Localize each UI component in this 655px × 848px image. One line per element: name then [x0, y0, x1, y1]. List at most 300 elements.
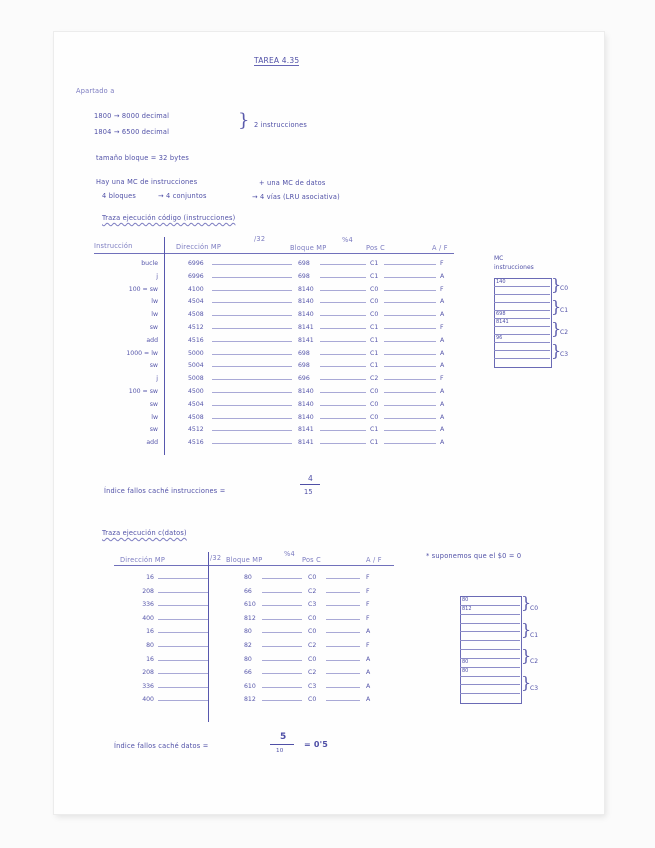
row-guide-line — [384, 354, 436, 355]
mc-data-group-brace: } — [521, 646, 532, 665]
config-brace-note: 2 instrucciones — [254, 121, 308, 129]
mc-data-group-label: C3 — [530, 684, 539, 692]
mc-instr-group-label: C3 — [560, 351, 569, 358]
instr-cell-dir: 4516 — [188, 336, 204, 344]
mc-data-line-divider — [460, 658, 520, 659]
instr-miss-num: 4 — [308, 474, 313, 483]
data-assumption: * suponemos que el $0 = 0 — [426, 552, 522, 560]
instr-cell-pos: C0 — [370, 311, 379, 319]
mc-data-group-brace: } — [521, 593, 532, 612]
row-guide-line — [212, 264, 292, 265]
row-guide-line — [320, 328, 366, 329]
instr-cell-dir: 4512 — [188, 324, 204, 331]
instr-cell-af: F — [440, 375, 444, 383]
row-guide-line — [320, 366, 366, 367]
config-line-1: 1800 → 8000 decimal — [94, 112, 170, 120]
instr-cell-af: A — [440, 426, 445, 434]
data-header-pos: Pos C — [302, 556, 321, 564]
row-guide-line — [320, 302, 366, 303]
data-trace-row — [54, 628, 414, 636]
cache-note-2c: → 4 vías (LRU asociativa) — [252, 193, 340, 201]
mc-instr-line-divider — [494, 302, 550, 303]
mc-data-line-divider — [460, 614, 520, 615]
mc-instr-group-brace: } — [551, 341, 562, 360]
data-trace-row — [54, 588, 414, 596]
data-cell-af: F — [366, 642, 370, 649]
instr-cell-af: A — [440, 349, 445, 357]
instr-trace-row — [54, 350, 474, 358]
mc-instr-line-divider — [494, 334, 550, 335]
instr-cell-pos: C1 — [370, 349, 379, 357]
cache-note-2b: → 4 conjuntos — [158, 192, 207, 200]
instr-cell-instr: sw — [149, 400, 158, 408]
cache-note-1b: + una MC de datos — [259, 179, 326, 187]
data-cell-pos: C0 — [308, 655, 317, 663]
instr-cell-instr: lw — [151, 298, 158, 306]
data-cell-pos: C2 — [308, 669, 317, 677]
instr-cell-instr: add — [146, 336, 158, 344]
row-guide-line — [384, 264, 436, 265]
config-line-2: 1804 → 6500 decimal — [94, 128, 170, 136]
row-guide-line — [158, 619, 208, 620]
instr-cell-dir: 5000 — [188, 349, 204, 357]
instr-trace-row — [54, 286, 474, 294]
row-guide-line — [384, 341, 436, 342]
data-cell-dir: 16 — [146, 655, 154, 663]
instr-cell-af: A — [440, 388, 445, 395]
instr-trace-row — [54, 298, 474, 306]
instr-trace-row — [54, 401, 474, 409]
instr-cell-pos: C1 — [370, 362, 379, 370]
mc-instr-line-divider — [494, 342, 550, 343]
row-guide-line — [384, 392, 436, 393]
instr-cell-pos: C1 — [370, 439, 379, 447]
data-trace-row — [54, 696, 414, 704]
row-guide-line — [212, 315, 292, 316]
section-heading: Apartado a — [76, 87, 115, 95]
row-guide-line — [212, 302, 292, 303]
instr-cell-instr: 100 = sw — [128, 388, 158, 395]
data-trace-row — [54, 574, 414, 582]
instr-header-rule — [94, 253, 454, 254]
row-guide-line — [326, 687, 360, 688]
instr-miss-label: Índice fallos caché instrucciones = — [104, 487, 226, 495]
row-guide-line — [320, 354, 366, 355]
row-guide-line — [384, 418, 436, 419]
data-header-block: Bloque MP — [226, 556, 263, 564]
data-cell-block: 812 — [244, 614, 256, 622]
instr-cell-instr: bucle — [141, 260, 158, 267]
instr-trace-row — [54, 388, 474, 396]
mc-data-line-divider — [460, 684, 520, 685]
instr-cell-af: A — [440, 439, 445, 447]
instr-cell-instr: sw — [149, 426, 158, 434]
handwritten-sheet — [54, 32, 604, 814]
data-cell-block: 80 — [244, 628, 252, 636]
data-cell-dir: 336 — [142, 682, 154, 690]
data-miss-label: Índice fallos caché datos = — [114, 742, 209, 750]
row-guide-line — [326, 700, 360, 701]
mc-data-line-divider — [460, 693, 520, 694]
row-guide-line — [262, 687, 302, 688]
trace-instr-title: Traza ejecución código (instrucciones) — [102, 214, 236, 222]
mc-data-line-divider — [460, 676, 520, 677]
row-guide-line — [320, 430, 366, 431]
mc-instr-label: MC instrucciones — [494, 255, 534, 271]
row-guide-line — [212, 379, 292, 380]
instr-cell-instr: lw — [151, 413, 158, 421]
data-miss-result: = 0'5 — [304, 740, 329, 749]
mc-data-slot: 812 — [462, 605, 472, 612]
mc-instr-group-brace: } — [551, 297, 562, 316]
row-guide-line — [326, 592, 360, 593]
instr-cell-block: 698 — [298, 260, 310, 267]
instr-cell-pos: C0 — [370, 413, 379, 421]
instr-header-dir-bits: /32 — [254, 235, 266, 243]
data-cell-block: 80 — [244, 655, 252, 663]
instr-trace-row — [54, 426, 474, 434]
instr-cell-af: F — [440, 260, 444, 267]
instr-header-pos: Pos C — [366, 244, 385, 252]
data-header-dir-bits: /32 — [210, 554, 222, 562]
instr-cell-dir: 4504 — [188, 400, 204, 408]
row-guide-line — [326, 660, 360, 661]
instr-cell-pos: C1 — [370, 272, 379, 280]
instr-trace-row — [54, 375, 474, 383]
row-guide-line — [326, 673, 360, 674]
instr-cell-dir: 4508 — [188, 413, 204, 421]
instr-cell-block: 8140 — [298, 388, 314, 395]
data-trace-row — [54, 615, 414, 623]
instr-cell-block: 698 — [298, 349, 310, 357]
instr-header-dir: Dirección MP — [176, 243, 221, 251]
row-guide-line — [384, 315, 436, 316]
mc-data-group-label: C0 — [530, 605, 539, 613]
row-guide-line — [158, 646, 208, 647]
instr-cell-pos: C1 — [370, 260, 379, 267]
instr-trace-row — [54, 337, 474, 345]
instr-cell-dir: 4100 — [188, 285, 204, 293]
mc-instr-line-divider — [494, 326, 550, 327]
data-cell-block: 66 — [244, 587, 252, 595]
data-cell-pos: C3 — [308, 682, 317, 690]
instr-header-af: A / F — [432, 244, 448, 252]
mc-data-slot: 80 — [462, 597, 469, 603]
data-cell-dir: 400 — [142, 696, 154, 704]
mc-instr-line-divider — [494, 294, 550, 295]
instr-cell-pos: C2 — [370, 375, 379, 383]
row-guide-line — [158, 605, 208, 606]
mc-instr-line-divider — [494, 350, 550, 351]
instr-cell-block: 8140 — [298, 298, 314, 306]
row-guide-line — [320, 277, 366, 278]
row-guide-line — [158, 673, 208, 674]
instr-cell-block: 8141 — [298, 439, 314, 447]
row-guide-line — [212, 405, 292, 406]
instr-miss-den: 15 — [304, 488, 313, 496]
instr-cell-dir: 4512 — [188, 426, 204, 434]
row-guide-line — [384, 379, 436, 380]
instr-cell-dir: 6996 — [188, 260, 204, 267]
instr-header-block-bits: %4 — [342, 236, 353, 244]
data-cell-af: F — [366, 587, 370, 595]
mc-instr-group-brace: } — [551, 275, 562, 294]
mc-instr-line-divider — [494, 286, 550, 287]
instr-cell-af: A — [440, 362, 445, 370]
data-cell-block: 80 — [244, 574, 252, 581]
mc-data-slot: 80 — [462, 667, 469, 674]
instr-trace-row — [54, 311, 474, 319]
instr-cell-dir: 4516 — [188, 439, 204, 447]
row-guide-line — [326, 619, 360, 620]
data-cell-dir: 80 — [146, 642, 154, 649]
instr-cell-instr: 100 = sw — [128, 285, 158, 293]
data-header-af: A / F — [366, 556, 382, 564]
row-guide-line — [320, 264, 366, 265]
mc-instr-group-label: C2 — [560, 329, 569, 336]
data-cell-af: A — [366, 628, 371, 636]
data-cell-pos: C2 — [308, 642, 317, 649]
mc-data-group-label: C2 — [530, 658, 539, 666]
instr-cell-af: F — [440, 324, 444, 331]
mc-instr-slot: 8141 — [496, 319, 509, 325]
row-guide-line — [320, 405, 366, 406]
data-miss-num: 5 — [280, 732, 287, 742]
mc-data-box — [460, 596, 522, 704]
data-trace-row — [54, 656, 414, 664]
row-guide-line — [320, 392, 366, 393]
instr-cell-dir: 4504 — [188, 298, 204, 306]
instr-cell-block: 698 — [298, 272, 310, 280]
mc-data-group-label: C1 — [530, 631, 539, 639]
data-trace-row — [54, 669, 414, 677]
mc-instr-slot: 96 — [496, 335, 503, 341]
data-cell-dir: 16 — [146, 628, 154, 636]
page-title: TAREA 4.35 — [254, 56, 300, 65]
line-size-note: tamaño bloque = 32 bytes — [96, 154, 190, 162]
data-cell-block: 66 — [244, 669, 252, 677]
row-guide-line — [212, 354, 292, 355]
mc-data-slot: 80 — [462, 658, 469, 665]
data-cell-pos: C0 — [308, 574, 317, 581]
data-cell-af: A — [366, 655, 371, 663]
instr-header-block: Bloque MP — [290, 244, 327, 252]
mc-data-line-divider — [460, 667, 520, 668]
instr-cell-instr: add — [146, 439, 158, 447]
instr-cell-dir: 4500 — [188, 388, 204, 395]
row-guide-line — [326, 578, 360, 579]
row-guide-line — [158, 632, 208, 633]
instr-column-divider — [164, 237, 165, 455]
row-guide-line — [158, 687, 208, 688]
row-guide-line — [262, 673, 302, 674]
row-guide-line — [320, 341, 366, 342]
row-guide-line — [326, 605, 360, 606]
row-guide-line — [384, 328, 436, 329]
row-guide-line — [262, 605, 302, 606]
mc-instr-group-brace: } — [551, 319, 562, 338]
row-guide-line — [158, 578, 208, 579]
mc-instr-slot: 140 — [496, 279, 506, 285]
row-guide-line — [212, 430, 292, 431]
row-guide-line — [212, 328, 292, 329]
row-guide-line — [384, 366, 436, 367]
data-cell-pos: C2 — [308, 587, 317, 595]
instr-cell-pos: C1 — [370, 324, 379, 331]
data-cell-af: A — [366, 669, 371, 677]
config-brace: } — [238, 110, 250, 131]
data-trace-row — [54, 642, 414, 650]
data-cell-pos: C0 — [308, 614, 317, 622]
row-guide-line — [320, 290, 366, 291]
mc-data-line-divider — [460, 640, 520, 641]
instr-cell-pos: C0 — [370, 400, 379, 408]
row-guide-line — [384, 430, 436, 431]
data-trace-row — [54, 683, 414, 691]
cache-note-1: Hay una MC de instrucciones — [96, 178, 198, 186]
mc-data-group-brace: } — [521, 672, 532, 692]
data-cell-af: F — [366, 601, 370, 609]
instr-cell-af: F — [440, 285, 444, 293]
mc-instr-slot: 698 — [496, 311, 506, 317]
instr-cell-af: A — [440, 272, 445, 280]
cache-note-2: 4 bloques — [102, 192, 136, 200]
instr-cell-instr: j — [156, 272, 158, 280]
row-guide-line — [326, 646, 360, 647]
instr-cell-block: 698 — [298, 362, 310, 370]
instr-trace-row — [54, 362, 474, 370]
data-miss-den: 10 — [276, 748, 284, 754]
row-guide-line — [384, 443, 436, 444]
mc-data-line-divider — [460, 649, 520, 650]
row-guide-line — [384, 405, 436, 406]
data-cell-pos: C0 — [308, 696, 317, 704]
instr-cell-pos: C1 — [370, 426, 379, 434]
trace-data-title: Traza ejecución c(datos) — [102, 529, 187, 537]
instr-cell-af: A — [440, 298, 445, 306]
instr-cell-block: 8140 — [298, 400, 314, 408]
instr-miss-fraction-bar — [300, 484, 320, 485]
instr-cell-block: 8140 — [298, 285, 314, 293]
data-miss-fraction-bar — [270, 744, 294, 745]
instr-header-instr: Instrucción — [94, 242, 133, 250]
row-guide-line — [320, 443, 366, 444]
instr-cell-dir: 5008 — [188, 375, 204, 383]
row-guide-line — [262, 578, 302, 579]
data-header-rule — [114, 565, 394, 566]
instr-trace-row — [54, 324, 474, 332]
data-cell-pos: C0 — [308, 628, 317, 636]
mc-data-group-brace: } — [521, 619, 532, 639]
instr-trace-row — [54, 273, 474, 281]
mc-data-line-divider — [460, 631, 520, 632]
data-cell-dir: 400 — [142, 614, 154, 622]
row-guide-line — [158, 700, 208, 701]
data-cell-pos: C3 — [308, 601, 317, 609]
mc-instr-group-label: C0 — [560, 285, 569, 292]
row-guide-line — [262, 619, 302, 620]
row-guide-line — [262, 660, 302, 661]
row-guide-line — [212, 341, 292, 342]
row-guide-line — [384, 290, 436, 291]
row-guide-line — [262, 646, 302, 647]
row-guide-line — [158, 660, 208, 661]
data-cell-block: 82 — [244, 642, 252, 649]
instr-cell-instr: 1000 = lw — [126, 349, 158, 357]
instr-trace-row — [54, 414, 474, 422]
data-header-block-bits: %4 — [284, 550, 295, 558]
instr-cell-block: 696 — [298, 375, 310, 383]
instr-cell-af: A — [440, 311, 445, 319]
data-cell-dir: 208 — [142, 587, 154, 595]
data-trace-row — [54, 601, 414, 609]
instr-cell-af: A — [440, 336, 445, 344]
instr-cell-block: 8140 — [298, 413, 314, 421]
data-cell-af: F — [366, 614, 370, 622]
instr-trace-row — [54, 439, 474, 447]
data-header-dir: Dirección MP — [120, 556, 165, 564]
row-guide-line — [262, 632, 302, 633]
row-guide-line — [212, 418, 292, 419]
data-cell-af: F — [366, 574, 370, 581]
instr-cell-instr: j — [156, 375, 158, 383]
mc-instr-line-divider — [494, 358, 550, 359]
data-cell-dir: 336 — [142, 601, 154, 609]
row-guide-line — [384, 277, 436, 278]
data-cell-block: 610 — [244, 601, 256, 609]
instr-cell-af: A — [440, 413, 445, 421]
row-guide-line — [320, 418, 366, 419]
instr-cell-instr: sw — [149, 362, 158, 370]
row-guide-line — [320, 379, 366, 380]
row-guide-line — [212, 392, 292, 393]
instr-cell-dir: 6996 — [188, 272, 204, 280]
row-guide-line — [212, 366, 292, 367]
row-guide-line — [212, 290, 292, 291]
instr-cell-block: 8141 — [298, 336, 314, 344]
data-cell-dir: 208 — [142, 669, 154, 677]
data-cell-block: 812 — [244, 696, 256, 704]
data-cell-af: A — [366, 696, 371, 704]
instr-cell-pos: C1 — [370, 336, 379, 344]
row-guide-line — [212, 277, 292, 278]
row-guide-line — [384, 302, 436, 303]
mc-data-line-divider — [460, 623, 520, 624]
row-guide-line — [262, 700, 302, 701]
instr-cell-block: 8141 — [298, 324, 314, 331]
row-guide-line — [326, 632, 360, 633]
row-guide-line — [212, 443, 292, 444]
instr-cell-block: 8141 — [298, 426, 314, 434]
data-cell-af: A — [366, 682, 371, 690]
row-guide-line — [320, 315, 366, 316]
mc-instr-group-label: C1 — [560, 307, 569, 314]
row-guide-line — [262, 592, 302, 593]
instr-cell-af: A — [440, 400, 445, 408]
instr-cell-pos: C0 — [370, 298, 379, 306]
instr-cell-block: 8140 — [298, 311, 314, 319]
instr-cell-dir: 4508 — [188, 311, 204, 319]
instr-cell-instr: lw — [151, 311, 158, 319]
instr-cell-dir: 5004 — [188, 362, 204, 370]
instr-cell-instr: sw — [149, 324, 158, 331]
instr-cell-pos: C0 — [370, 285, 379, 293]
row-guide-line — [158, 592, 208, 593]
data-cell-dir: 16 — [146, 574, 154, 581]
instr-cell-pos: C0 — [370, 388, 379, 395]
data-cell-block: 610 — [244, 682, 256, 690]
instr-trace-row — [54, 260, 474, 268]
